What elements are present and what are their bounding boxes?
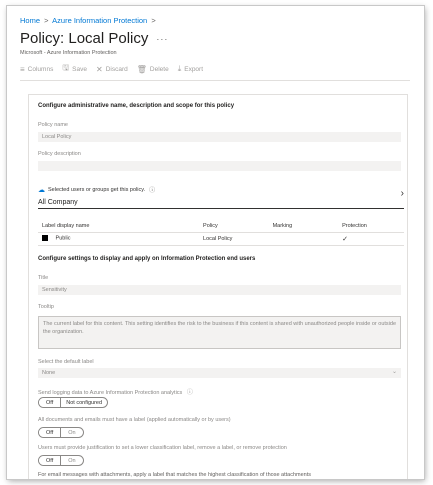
column-header-protection: Protection	[338, 220, 404, 232]
tooltip-label: Tooltip	[38, 304, 54, 310]
table-row[interactable]	[38, 232, 404, 245]
label-marking-cell	[269, 232, 339, 245]
settings-section-title: Configure settings to display and apply on Information Protection end users	[38, 256, 256, 262]
page-subtitle: Microsoft - Azure Information Protection	[20, 50, 117, 56]
justification-label: Users must provide justification to set a lower classification label, remove a label, or remove protection	[38, 445, 287, 451]
scope-label: Selected users or groups get this policy.	[48, 186, 146, 193]
mandatory-on-option[interactable]: On	[60, 428, 82, 437]
justification-off-option[interactable]: Off	[39, 456, 60, 465]
scope-selector[interactable]	[38, 185, 404, 209]
title-row	[20, 30, 168, 47]
labels-table-header	[38, 220, 404, 232]
admin-section-title: Configure administrative name, description and scope for this policy	[38, 103, 235, 109]
policy-description-field[interactable]	[38, 161, 401, 171]
logging-toggle[interactable]	[38, 397, 108, 408]
logging-not-configured-option[interactable]: Not configured	[60, 398, 107, 407]
justification-on-option[interactable]: On	[60, 456, 82, 465]
export-icon: ⤓	[177, 64, 182, 73]
column-header-marking: Marking	[269, 220, 339, 232]
mandatory-label: All documents and emails must have a label (applied automatically or by users)	[38, 417, 231, 423]
scope-label-row	[38, 185, 404, 194]
info-icon[interactable]: ⓘ	[186, 390, 193, 396]
policy-name-label: Policy name	[38, 122, 68, 128]
logging-label	[38, 387, 193, 396]
justification-toggle[interactable]	[38, 455, 84, 466]
toolbar	[20, 62, 410, 76]
page-title: Policy: Local Policy	[20, 30, 149, 47]
default-label-label: Select the default label	[38, 359, 94, 365]
default-label-value: None	[42, 370, 56, 376]
policy-name-field[interactable]: Local Policy	[38, 132, 401, 142]
discard-label: Discard	[105, 65, 128, 73]
checkmark-icon: ✓	[342, 235, 348, 243]
save-label: Save	[72, 65, 87, 73]
delete-label: Delete	[149, 65, 169, 73]
window-frame	[7, 6, 424, 479]
policy-description-label: Policy description	[38, 151, 81, 157]
breadcrumb	[20, 16, 158, 25]
column-header-label-display-name: Label display name	[38, 220, 199, 232]
users-cloud-icon: ☁	[38, 186, 45, 194]
discard-icon: ✕	[95, 64, 103, 74]
label-name: Public	[55, 235, 71, 242]
email-attachments-label: For email messages with attachments, apply a label that matches the highest classification of those attachments	[38, 472, 311, 478]
breadcrumb-separator: >	[44, 16, 49, 25]
label-name-cell	[38, 232, 199, 245]
toolbar-divider	[20, 80, 410, 81]
info-icon[interactable]: ⓘ	[149, 188, 156, 194]
policy-panel	[28, 94, 408, 479]
label-color-swatch	[42, 235, 48, 241]
export-button[interactable]	[178, 64, 203, 74]
more-options-icon[interactable]: ···	[156, 33, 169, 44]
column-header-policy: Policy	[199, 220, 269, 232]
save-button[interactable]	[62, 62, 87, 76]
delete-button[interactable]	[137, 65, 169, 74]
label-protection-cell	[338, 232, 404, 245]
columns-button[interactable]	[20, 65, 53, 74]
columns-icon: ≡	[20, 64, 25, 74]
discard-button[interactable]	[96, 65, 128, 74]
export-label: Export	[184, 65, 204, 73]
chevron-right-icon: ›	[400, 188, 404, 199]
columns-label: Columns	[27, 65, 54, 73]
title-label: Title	[38, 275, 49, 281]
labels-table	[38, 220, 404, 246]
scope-value: All Company	[38, 199, 78, 206]
mandatory-toggle[interactable]	[38, 427, 84, 438]
default-label-select[interactable]	[38, 368, 401, 378]
title-field[interactable]: Sensitivity	[38, 285, 401, 295]
delete-icon: 🗑	[136, 64, 147, 74]
breadcrumb-azure-information-protection[interactable]: Azure Information Protection	[52, 16, 148, 25]
logging-off-option[interactable]: Off	[39, 398, 60, 407]
label-policy-cell: Local Policy	[199, 232, 269, 245]
chevron-down-icon: ⌄	[391, 369, 397, 375]
save-icon: 🖫	[62, 63, 70, 72]
breadcrumb-separator: >	[151, 16, 156, 25]
logging-label-text: Send logging data to Azure Information Protection analytics	[38, 390, 183, 396]
mandatory-off-option[interactable]: Off	[39, 428, 60, 437]
tooltip-field[interactable]: The current label for this content. This setting identifies the risk to the business if this content is shared with unauthorized people inside or outside the organization.	[38, 316, 401, 349]
breadcrumb-home[interactable]: Home	[20, 16, 41, 25]
